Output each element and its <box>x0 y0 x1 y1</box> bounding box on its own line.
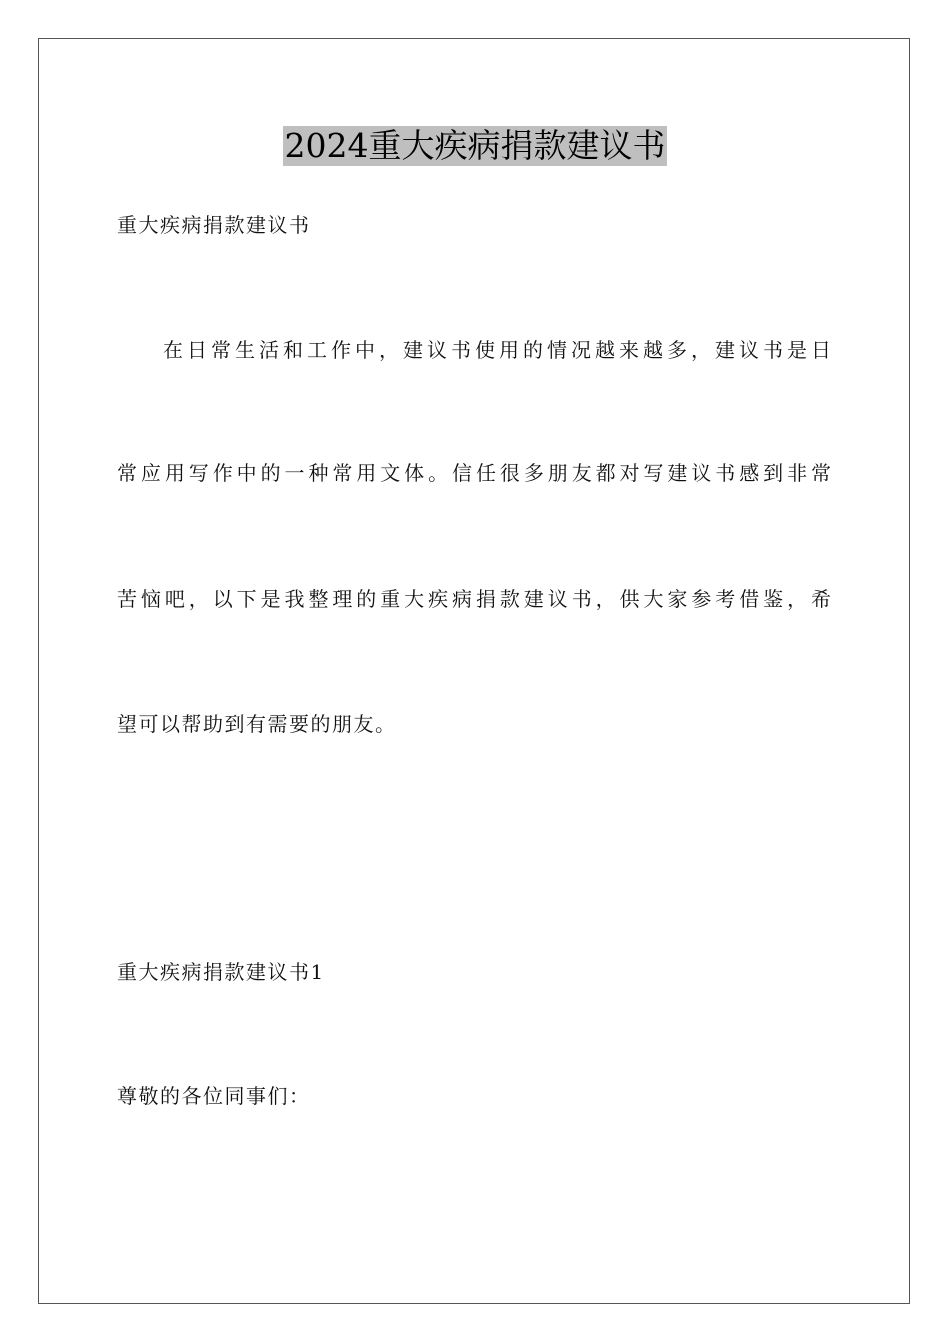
section-heading: 重大疾病捐款建议书1 <box>117 960 325 984</box>
salutation: 尊敬的各位同事们： <box>117 1084 311 1108</box>
intro-line-1: 在日常生活和工作中，建议书使用的情况越来越多，建议书是日 <box>163 338 831 362</box>
intro-line-4: 望可以帮助到有需要的朋友。 <box>117 712 397 736</box>
document-subtitle: 重大疾病捐款建议书 <box>117 213 311 237</box>
document-title: 2024重大疾病捐款建议书 <box>284 126 666 165</box>
intro-line-3: 苦恼吧，以下是我整理的重大疾病捐款建议书，供大家参考借鉴，希 <box>117 587 831 611</box>
intro-line-2: 常应用写作中的一种常用文体。信任很多朋友都对写建议书感到非常 <box>117 461 831 485</box>
title-container <box>0 126 950 166</box>
